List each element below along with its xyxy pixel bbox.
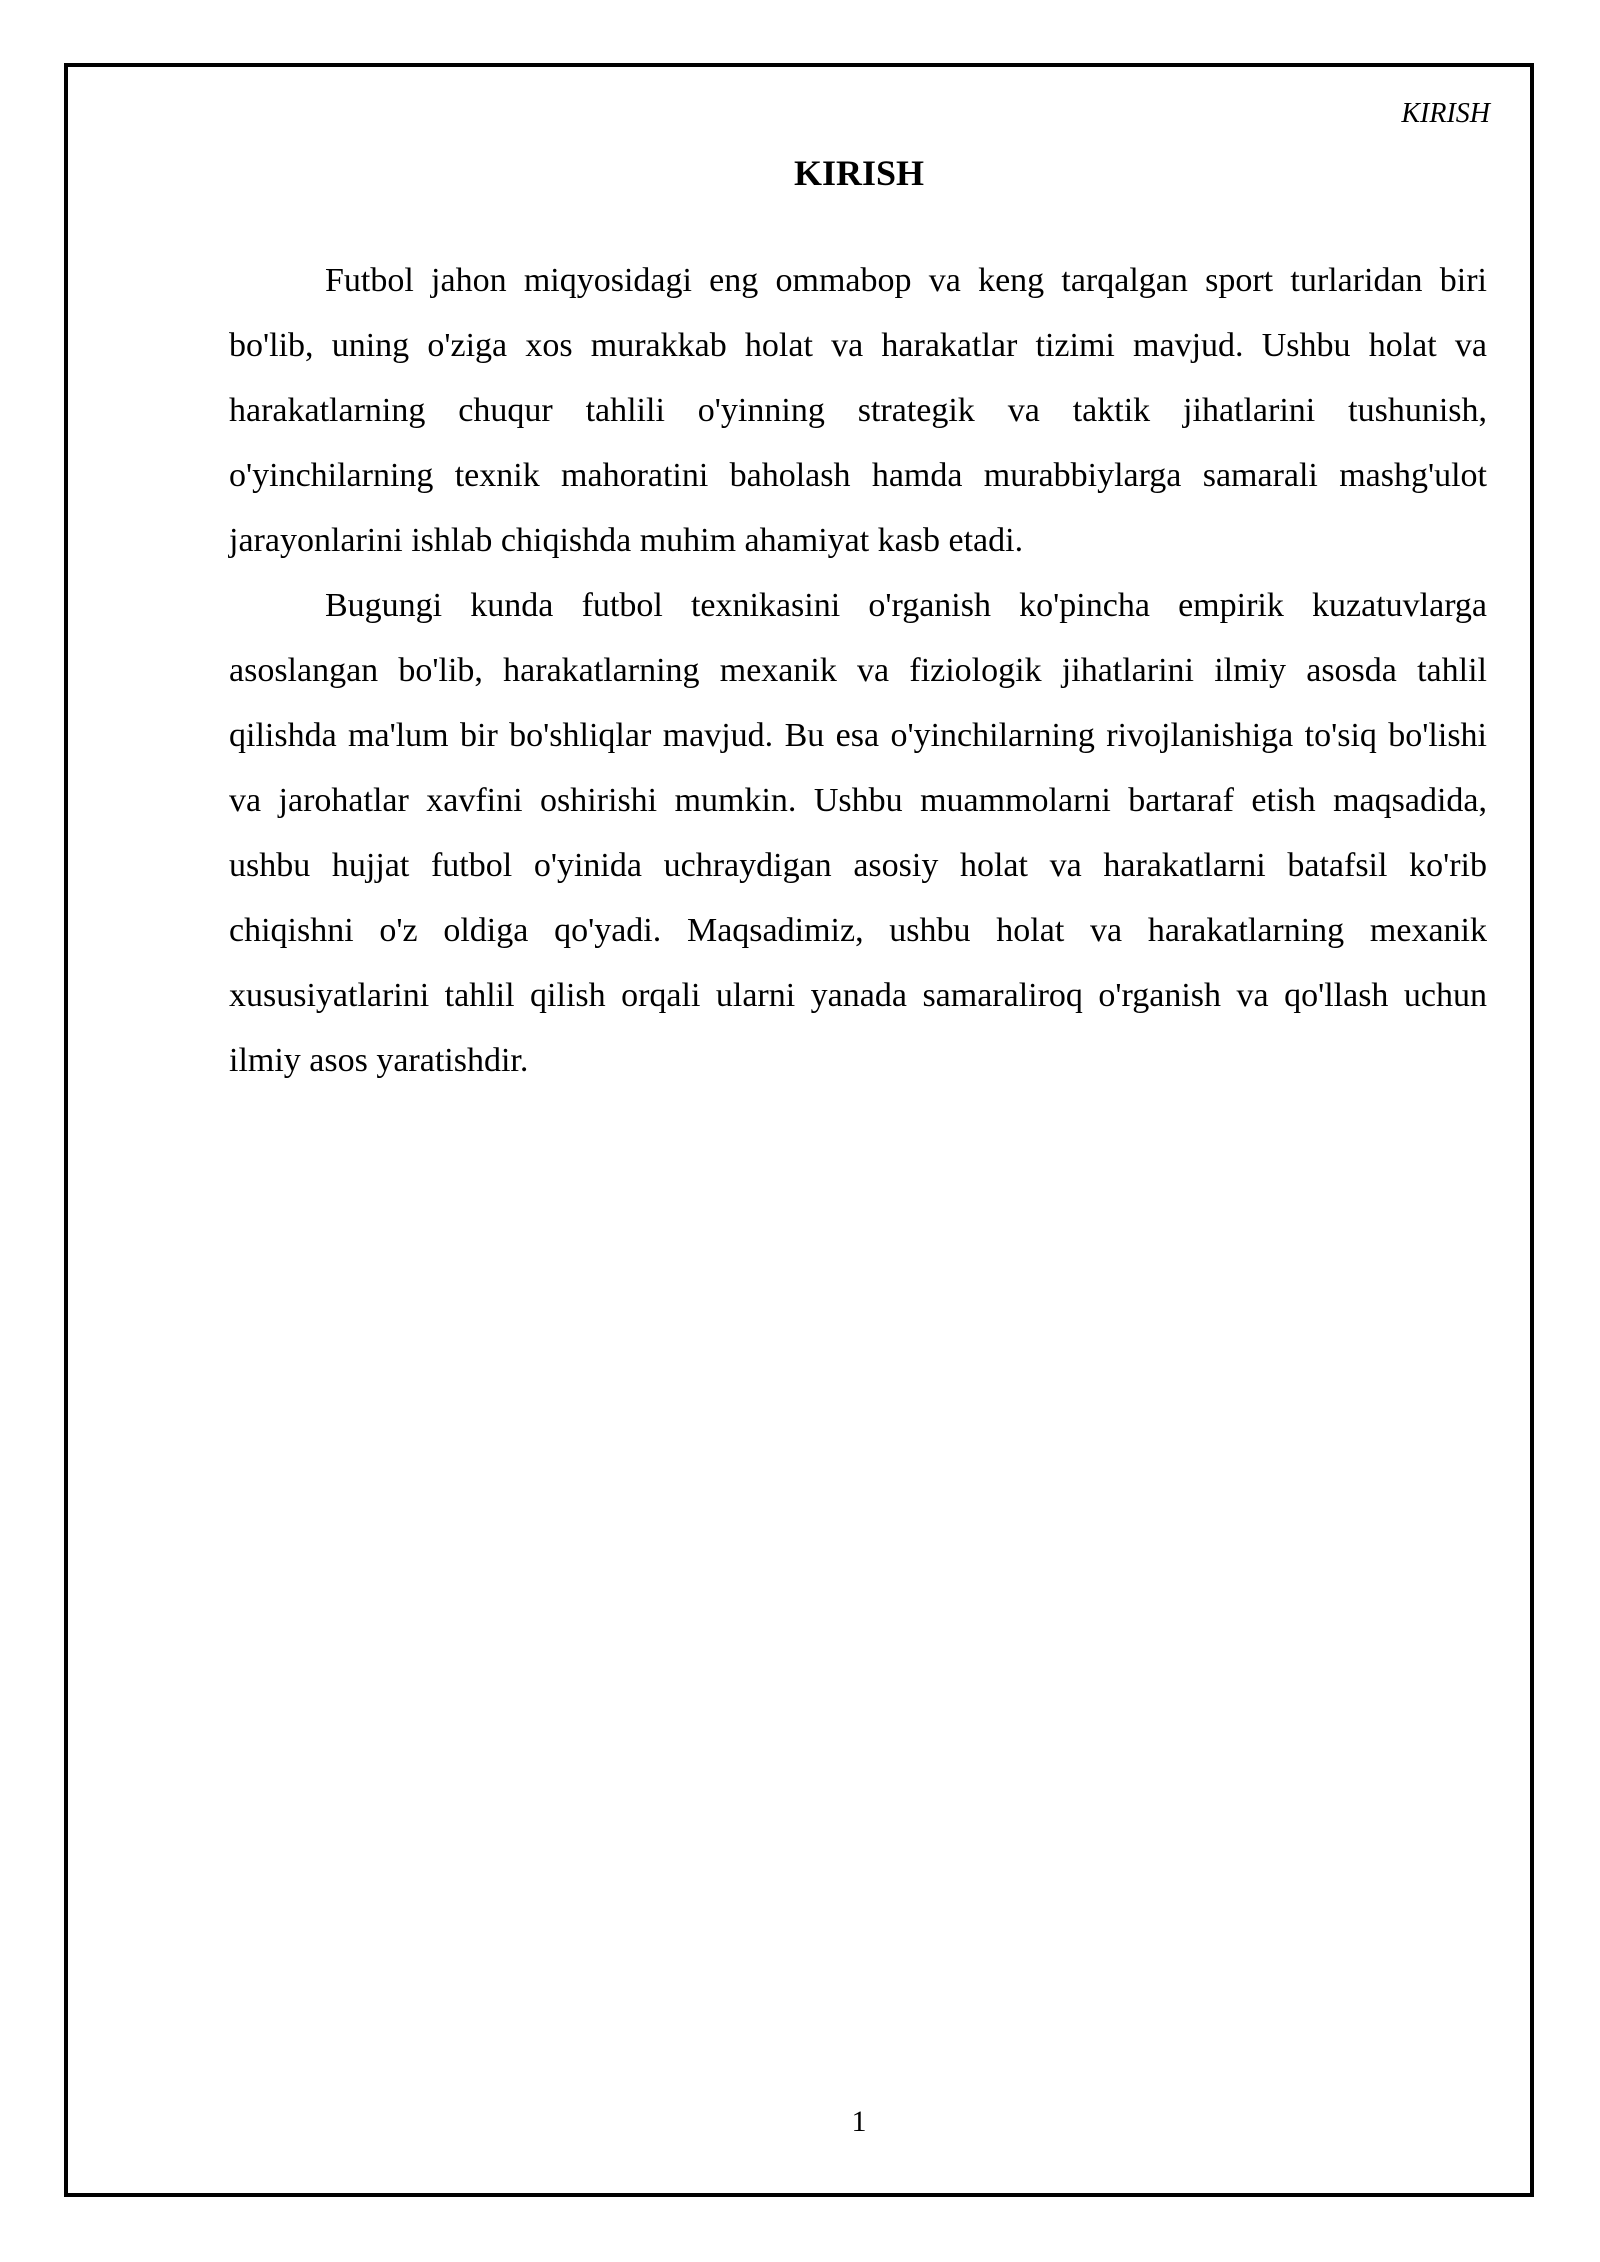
paragraph: Futbol jahon miqyosidagi eng ommabop va keng tarqalgan sport turlaridan biri bo'lib, uning o'ziga xos murakkab holat va harakatlar tizimi mavjud. Ushbu holat va harakatlarning chuqur tahlili o'yinning strategik va taktik jihatlarini tushunish, o'yinchilarning texnik mahoratini baholash hamda murabbiylarga samarali mashg'ulot jarayonlarini ishlab chiqishda muhim ahamiyat kasb etadi. (229, 262, 1487, 559)
body-text (229, 248, 1487, 1093)
page-title: KIRISH (793, 153, 925, 193)
running-header: KIRISH (1401, 98, 1490, 129)
paragraph: Bugungi kunda futbol texnikasini o'rganish ko'pincha empirik kuzatuvlarga asoslangan bo'lib, harakatlarning mexanik va fiziologik jihatlarini ilmiy asosda tahlil qilishda ma'lum bir bo'shliqlar mavjud. Bu esa o'yinchilarning rivojlanishiga to'siq bo'lishi va jarohatlar xavfini oshirishi mumkin. Ushbu muammolarni bartaraf etish maqsadida, ushbu hujjat futbol o'yinida uchraydigan asosiy holat va harakatlarni batafsil ko'rib chiqishni o'z oldiga qo'yadi. Maqsadimiz, ushbu holat va harakatlarning mexanik xususiyatlarini tahlil qilish orqali ularni yanada samaraliroq o'rganish va qo'llash uchun ilmiy asos yaratishdir. (229, 587, 1487, 1079)
page-number: 1 (851, 2105, 867, 2138)
